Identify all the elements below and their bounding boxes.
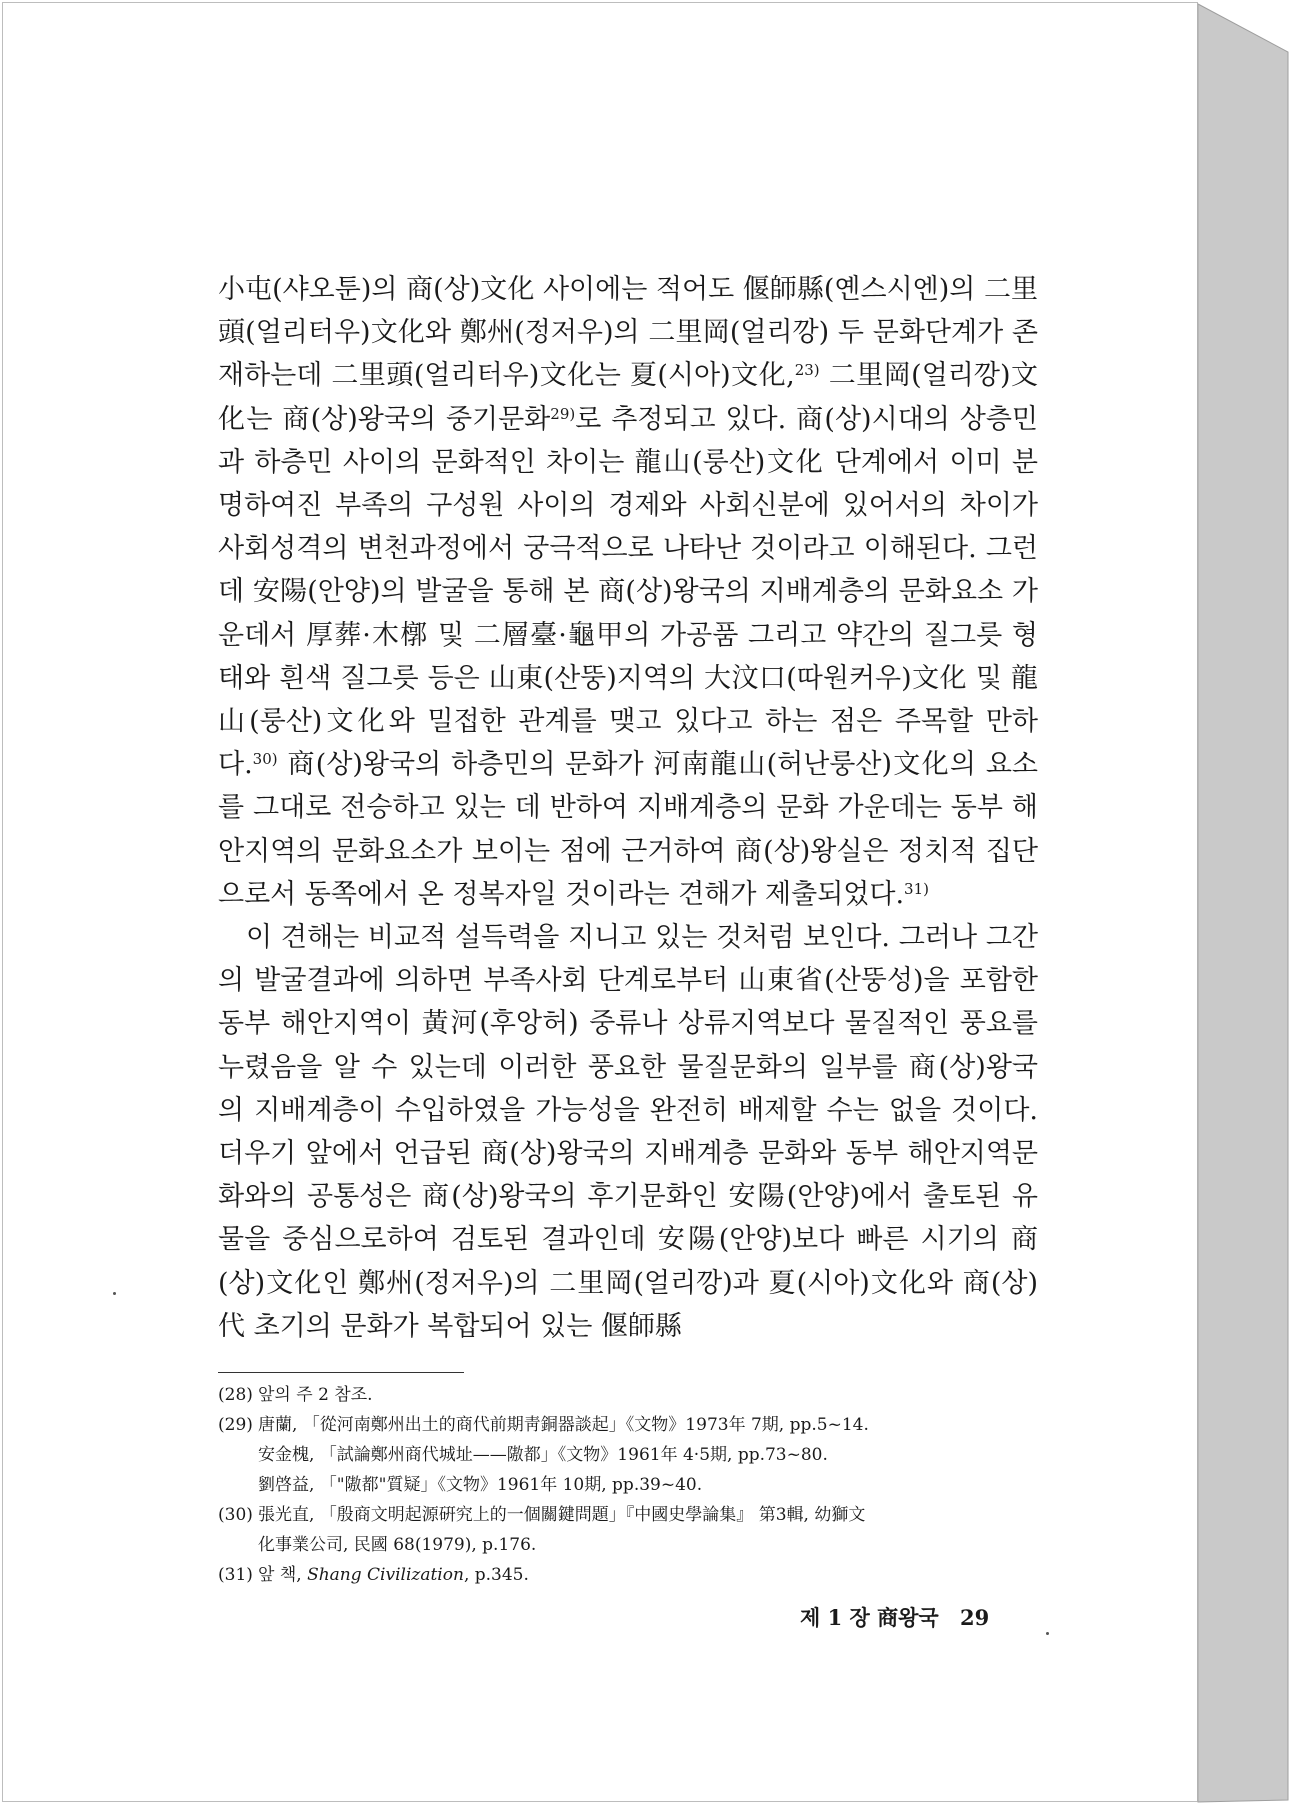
footnote-ref: 31): [904, 879, 929, 898]
body-text: [218, 268, 1038, 1348]
footnote-line: 張光直, 「殷商文明起源硏究上的一個關鍵問題」『中國史學論集』 第3輯, 幼獅文: [258, 1505, 866, 1525]
footnote-line: 唐蘭, 「從河南鄭州出土的商代前期靑銅器談起」《文物》1973年 7期, pp.5~14.: [258, 1415, 869, 1435]
footnote-ref: 29): [550, 404, 576, 423]
footnote-line: 安金槐, 「試論鄭州商代城址——隞都」《文物》1961年 4·5期, pp.73~80.: [258, 1445, 828, 1465]
paragraph: [218, 916, 1038, 1348]
footnote-line: 化事業公司, 民國 68(1979), p.176.: [258, 1535, 537, 1555]
footnote-line: 劉啓益, 「"隞都"質疑」《文物》1961年 10期, pp.39~40.: [258, 1475, 703, 1495]
chapter-title: 제 1 장 商왕국: [800, 1605, 939, 1630]
footnote-ref: 23): [794, 361, 820, 380]
footnote-line: 앞 책, Shang Civilization, p.345.: [258, 1565, 529, 1585]
footnote-number: (30): [218, 1505, 253, 1525]
paragraph-text: 小屯(샤오툰)의 商(상)文化 사이에는 적어도 偃師縣(옌스시엔)의 二里頭(얼리터우)文化와 鄭州(정저우)의 二里岡(얼리깡) 두 문화단계가 존재하는데 二里頭(얼리터우)文化는 夏(시아)文化,: [218, 274, 1038, 392]
scan-speck: [113, 1292, 116, 1295]
paragraph-text: 商(상)왕국의 하층민의 문화가 河南龍山(허난룽산)文化의 요소를 그대로 전승하고 있는 데 반하여 지배계층의 문화 가운데는 동부 해안지역의 문화요소가 보이는 점에 근거하여 商(상)왕실은 정치적 집단으로서 동쪽에서 온 정복자일 것이라는 견해가 제출되었다.: [218, 749, 1038, 910]
footnote: [218, 1380, 1040, 1410]
footnotes: [218, 1380, 1040, 1590]
footnote-number: (29): [218, 1415, 253, 1435]
footnote-separator: [218, 1372, 464, 1373]
scan-speck: [1046, 1632, 1049, 1635]
footnote: [218, 1410, 1040, 1500]
footnote-number: (31): [218, 1565, 253, 1585]
book-title: Shang Civilization: [307, 1565, 464, 1585]
paragraph-text: 로 추정되고 있다. 商(상)시대의 상층민과 하층민 사이의 문화적인 차이는 龍山(룽산)文化 단계에서 이미 분명하여진 부족의 구성원 사이의 경제와 사회신분에 있어서의 차이가 사회성격의 변천과정에서 궁극적으로 나타난 것이라고 이해된다. 그런데 安陽(안양)의 발굴을 통해 본 商(상)왕국의 지배계층의 문화요소 가운데서 厚葬·木槨 및 二層臺·龜甲의 가공품 그리고 약간의 질그릇 형태와 흰색 질그릇 등은 山東(산뚱)지역의 大汶口(따원커우)文化 및 龍山(룽산)文化와 밀접한 관계를 맺고 있다고 하는 점은 주목할 만하다.: [218, 403, 1038, 781]
paragraph-text: 이 견해는 비교적 설득력을 지니고 있는 것처럼 보인다. 그러나 그간의 발굴결과에 의하면 부족사회 단계로부터 山東省(산뚱성)을 포함한 동부 해안지역이 黃河(후앙허) 중류나 상류지역보다 물질적인 풍요를 누렸음을 알 수 있는데 이러한 풍요한 물질문화의 일부를 商(상)왕국의 지배계층이 수입하였을 가능성을 완전히 배제할 수는 없을 것이다. 더우기 앞에서 언급된 商(상)왕국의 지배계층 문화와 동부 해안지역문화와의 공통성은 商(상)왕국의 후기문화인 安陽(안양)에서 출토된 유물을 중심으로하여 검토된 결과인데 安陽(안양)보다 빠른 시기의 商(상)文化인 鄭州(정저우)의 二里岡(얼리깡)과 夏(시아)文化와 商(상)代 초기의 문화가 복합되어 있는 偃師縣: [218, 922, 1038, 1342]
running-footer: [800, 1602, 1020, 1632]
footnote-number: (28): [218, 1385, 253, 1405]
footnote-ref: 30): [252, 750, 278, 769]
footnote: [218, 1560, 1040, 1590]
page-number: 29: [960, 1605, 990, 1630]
paragraph-text: 二里岡(얼리깡)文化는 商(상)왕국의 중기문화: [218, 360, 1038, 435]
footnote-line: 앞의 주 2 참조.: [258, 1385, 373, 1405]
footnote: [218, 1500, 1040, 1560]
paragraph: [218, 268, 1038, 916]
